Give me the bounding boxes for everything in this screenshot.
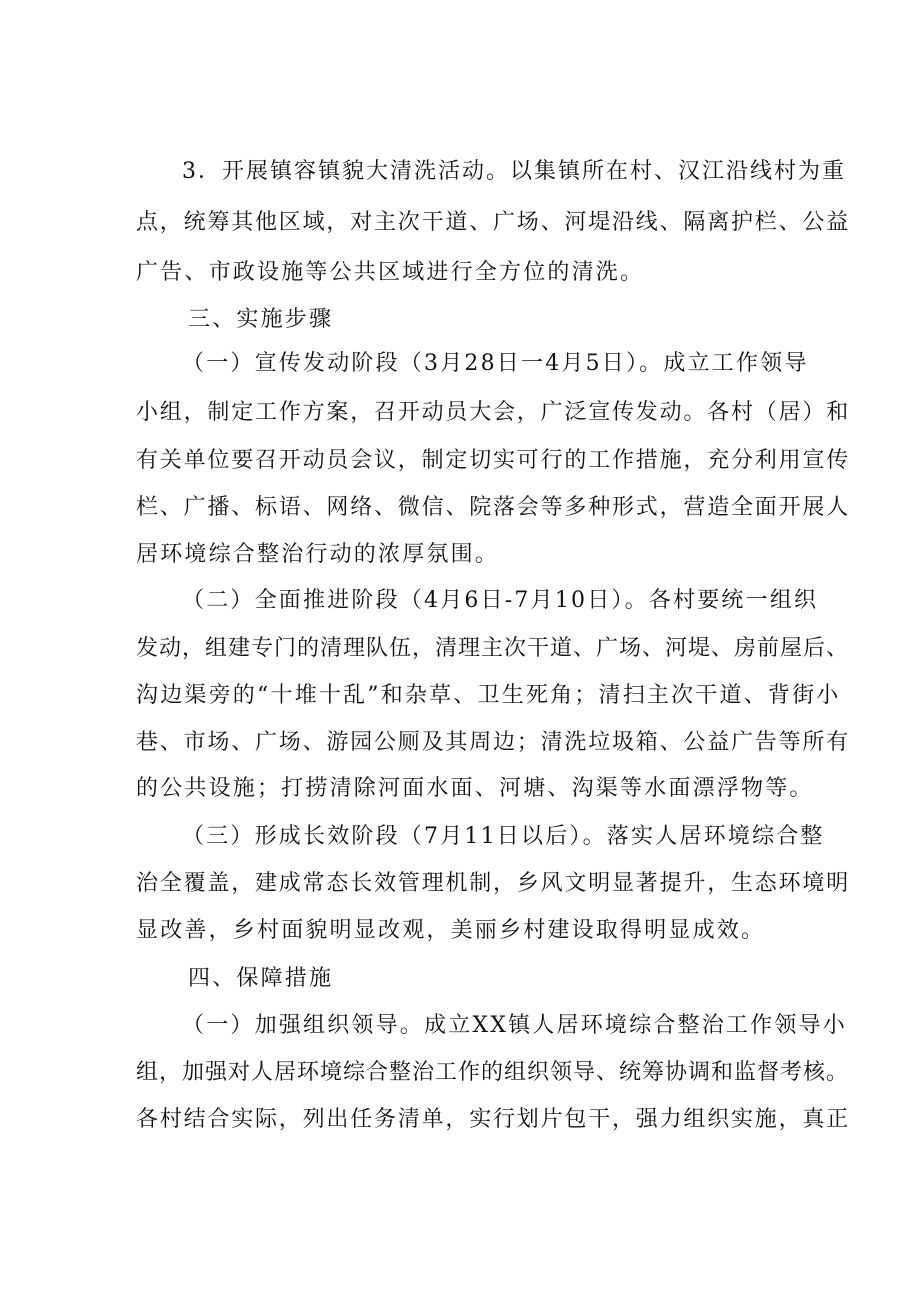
section-heading-implementation-steps: 三、实施步骤 — [188, 307, 334, 332]
para5-line-1: （一）加强组织领导。成立XX镇人居环境综合整治工作领导小 — [182, 1013, 847, 1038]
para4-line-3: 显改善，乡村面貌明显改观，美丽乡村建设取得明显成效。 — [136, 918, 766, 943]
para3-line-5: 的公共设施；打捞清除河面水面、河塘、沟渠等水面漂浮物等。 — [136, 776, 814, 801]
para2-line-1: （一）宣传发动阶段（3月28日一4月5日）。成立工作领导 — [182, 351, 809, 376]
para4-line-1: （三）形成长效阶段（7月11日以后）。落实人居环境综合整 — [182, 824, 825, 849]
para1-line-2: 点，统筹其他区域，对主次干道、广场、河堤沿线、隔离护栏、公益 — [136, 210, 851, 235]
para1-line-3: 广告、市政设施等公共区域进行全方位的清洗。 — [136, 260, 645, 285]
para2-line-4: 栏、广播、标语、网络、微信、院落会等多种形式，营造全面开展人 — [136, 495, 851, 520]
para2-line-2: 小组，制定工作方案，召开动员大会，广泛宣传发动。各村（居）和 — [136, 400, 851, 425]
para5-line-2: 组，加强对人居环境综合整治工作的组织领导、统筹协调和监督考核。 — [136, 1060, 850, 1085]
para2-line-5: 居环境综合整治行动的浓厚氛围。 — [136, 542, 500, 567]
para4-line-2: 治全覆盖，建成常态长效管理机制，乡风文明显著提升，生态环境明 — [136, 871, 851, 896]
para3-line-1: （二）全面推进阶段（4月6日-7月10日）。各村要统一组织 — [182, 588, 819, 613]
para3-line-3: 沟边渠旁的“十堆十乱”和杂草、卫生死角；清扫主次干道、背街小 — [136, 683, 841, 708]
para5-line-3: 各村结合实际，列出任务清单，实行划片包干，强力组织实施，真正 — [136, 1107, 851, 1132]
para3-line-2: 发动，组建专门的清理队伍，清理主次干道、广场、河堤、房前屋后、 — [136, 636, 850, 661]
para1-line-1: 3．开展镇容镇貌大清洗活动。以集镇所在村、汉江沿线村为重 — [182, 159, 846, 184]
para3-line-4: 巷、市场、广场、游园公厕及其周边；清洗垃圾箱、公益广告等所有 — [136, 730, 851, 755]
section-heading-safeguard-measures: 四、保障措施 — [188, 966, 334, 991]
para2-line-3: 有关单位要召开动员会议，制定切实可行的工作措施，充分利用宣传 — [136, 448, 851, 473]
